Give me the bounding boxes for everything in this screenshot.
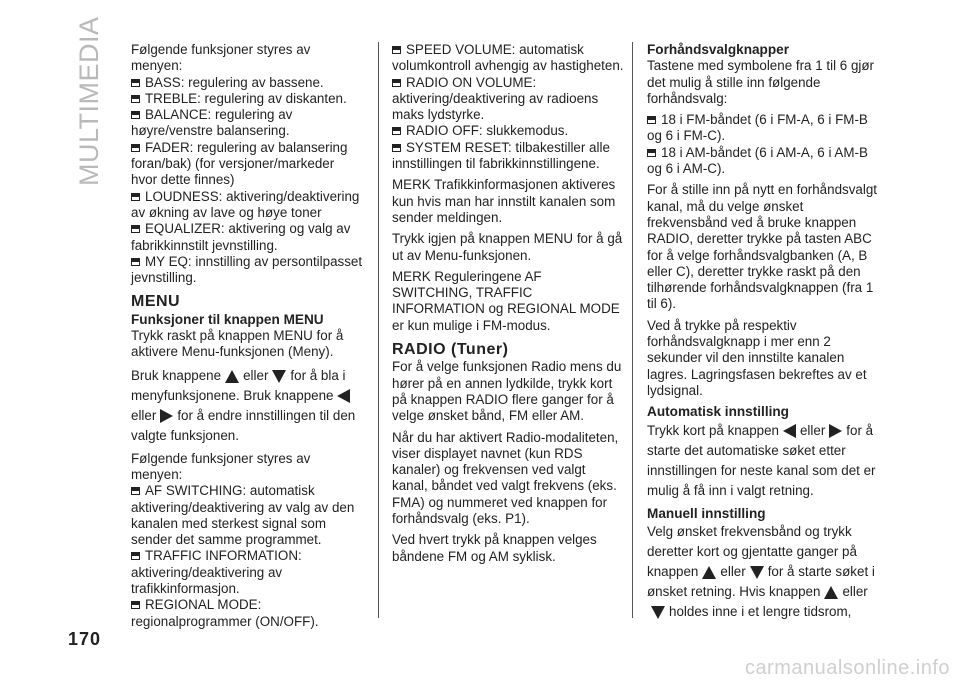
column-2 [392,42,624,570]
manual-tuning-heading: Manuell innstilling [647,505,766,521]
list-item: RADIO OFF: slukkemodus. [392,123,624,139]
list-item: RADIO ON VOLUME: aktivering/deaktivering av radioens maks lydstyrke. [392,75,624,124]
paragraph-manual-tuning [647,522,879,622]
list-item: SYSTEM RESET: tilbakestiller alle innstillingen til fabrikkinnstillingene. [392,140,624,173]
page-number: 170 [68,629,102,649]
text-segment: for å endre innstillingen til den valgte funksjonen. [131,407,356,443]
paragraph: Trykk raskt på knappen MENU for å aktivere Menu-funksjonen (Meny). [131,328,344,360]
paragraph: Tastene med symbolene fra 1 til 6 gjør det mulig å stille inn følgende forhåndsvalg: [647,58,874,106]
list-item: LOUDNESS: aktivering/deaktivering av økning av lave og høye toner [131,189,363,222]
paragraph: Trykk igjen på knappen MENU for å gå ut av Menu-funksjonen. [392,231,623,263]
column-3 [647,42,879,627]
intro-text-2: Følgende funksjoner styres av menyen: [131,450,311,482]
note-paragraph: MERK Trafikkinformasjonen aktiveres kun hvis man har innstilt kanalen som sender meldingen. [392,177,616,225]
section-label: MULTIMEDIA [74,16,104,186]
preset-heading: Forhåndsvalgknapper [647,42,790,57]
list-item: MY EQ: innstilling av persontilpasset jevnstilling. [131,253,363,286]
list-item: SPEED VOLUME: automatisk volumkontroll avhengig av hastigheten. [392,42,624,74]
text-segment: for å starte det automatiske søket etter innstillingen for neste kanal som det er mulig å få inn i valgt retning. [647,422,876,498]
text-segment: eller [842,583,868,599]
arrow-down-icon [272,370,286,383]
paragraph-menu-buttons [131,366,363,446]
arrow-down-icon [651,606,665,619]
column-divider-1 [378,42,379,618]
arrow-down-icon [750,566,764,579]
paragraph: Ved hvert trykk på knappen velges båndene FM og AM syklisk. [392,532,597,564]
paragraph-auto-tuning [647,421,879,501]
paragraph: For å velge funksjonen Radio mens du hører på en annen lydkilde, trykk kort på knappen RADIO flere ganger for å velge ønsket bånd, FM eller AM. [392,359,622,424]
column-divider-2 [632,42,633,618]
list-item: TREBLE: regulering av diskanten. [131,91,363,107]
text-segment: eller [799,422,826,438]
radio-heading: RADIO (Tuner) [392,341,509,359]
text-segment: Velg ønsket frekvensbånd og trykk deretter kort og gjentatte ganger på knappen [647,523,857,579]
list-item: BASS: regulering av bassene. [131,75,363,91]
intro-text: Følgende funksjoner styres av menyen: [131,42,311,74]
paragraph: For å stille inn på nytt en forhåndsvalgt kanal, må du velge ønsket frekvensbånd ved å bruke knappen RADIO, deretter trykke på tasten ABC for å velge forhåndsvalgbanken (A, B eller C), deretter trykke raskt på den tilhørende forhåndsvalgknappen (fra 1 til 6). [647,182,878,312]
text-segment: holdes inne i et lengre tidsrom, [669,603,852,619]
arrow-right-icon [829,424,842,438]
list-item: EQUALIZER: aktivering og valg av fabrikkinnstilt jevnstilling. [131,221,363,254]
list-item: TRAFFIC INFORMATION: aktivering/deaktivering av trafikkinformasjon. [131,548,363,597]
auto-tuning-heading: Automatisk innstilling [647,404,789,420]
arrow-left-icon [337,389,350,403]
list-item: 18 i FM-båndet (6 i FM-A, 6 i FM-B og 6 i FM-C). [647,112,879,145]
list-item: 18 i AM-båndet (6 i AM-A, 6 i AM-B og 6 i AM-C). [647,145,879,178]
menu-subheading: Funksjoner til knappen MENU [131,311,324,327]
footer-watermark: carmanualsonline.info [744,657,950,679]
text-segment: eller [720,563,746,579]
text-segment: eller [243,367,269,383]
list-item: AF SWITCHING: automatisk aktivering/deaktivering av valg av den kanalen med sterkest signal som sender det samme programmet. [131,483,363,548]
text-segment: Trykk kort på knappen [647,422,779,438]
text-segment: eller [131,407,157,423]
text-segment: for å starte søket i ønsket retning. Hvis knappen [647,563,875,599]
arrow-up-icon [225,370,239,383]
column-1 [131,42,363,630]
paragraph: Når du har aktivert Radio-modaliteten, viser displayet navnet (kun RDS kanaler) og frekvensen ved valgt kanal, båndet ved valgt frekvens (eks. FMA) og nummeret ved knappen for forhåndsvalg (eks. P1). [392,429,619,527]
list-item: REGIONAL MODE: regionalprogrammer (ON/OFF). [131,597,363,630]
paragraph: Ved å trykke på respektiv forhåndsvalgknapp i mer enn 2 sekunder vil den innstilte kanalen lagres. Lagringsfasen bekreftes av et lydsignal. [647,317,867,398]
text-segment: for å bla i menyfunksjonene. Bruk knappene [131,367,346,403]
arrow-left-icon [783,424,796,438]
list-item: FADER: regulering av balansering foran/bak) (for versjoner/markeder hvor dette finnes) [131,140,363,189]
arrow-right-icon [160,409,173,423]
text-segment: Bruk knappene [131,367,222,383]
arrow-up-icon [824,586,838,599]
list-item: BALANCE: regulering av høyre/venstre balansering. [131,107,363,140]
note-paragraph: MERK Reguleringene AF SWITCHING, TRAFFIC INFORMATION og REGIONAL MODE er kun mulige i FM-modus. [392,268,620,333]
menu-heading: MENU [131,293,181,311]
arrow-up-icon [702,566,716,579]
